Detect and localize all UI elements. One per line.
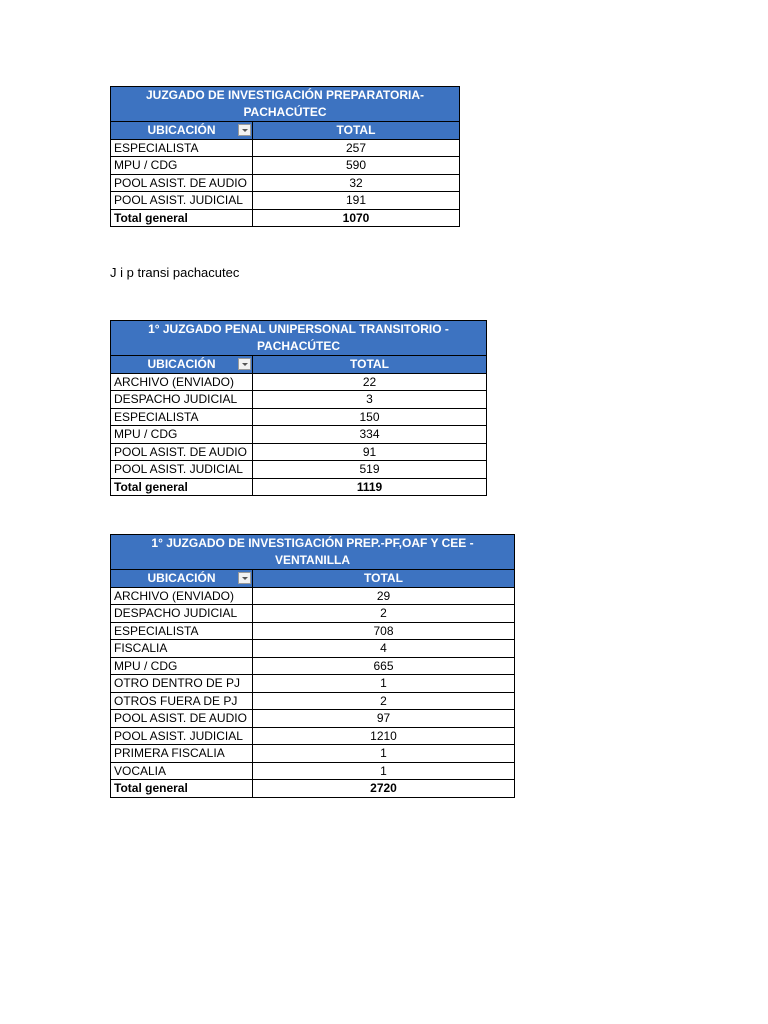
filter-dropdown-icon[interactable] [238,572,251,584]
table-row: ESPECIALISTA 150 [111,408,487,426]
column-header-total: TOTAL [253,356,487,374]
column-header-total: TOTAL [253,570,515,588]
table-juzgado-investigacion-pachacutec [110,86,460,227]
filter-dropdown-icon[interactable] [238,358,251,370]
table-row: ESPECIALISTA 708 [111,622,515,640]
table-row: POOL ASIST. DE AUDIO 91 [111,443,487,461]
table-title: JUZGADO DE INVESTIGACIÓN PREPARATORIA- PACHACÚTEC [111,87,460,122]
table-row: DESPACHO JUDICIAL 2 [111,605,515,623]
table-row: ESPECIALISTA 257 [111,139,460,157]
table-row: POOL ASIST. JUDICIAL 519 [111,461,487,479]
table-row: PRIMERA FISCALIA 1 [111,745,515,763]
table-row: OTROS FUERA DE PJ 2 [111,692,515,710]
total-row: Total general 1070 [111,209,460,227]
table-title: 1° JUZGADO DE INVESTIGACIÓN PREP.-PF,OAF Y CEE - VENTANILLA [111,535,515,570]
table-row: ARCHIVO (ENVIADO) 29 [111,587,515,605]
column-header-ubicacion[interactable]: UBICACIÓN [111,570,253,588]
column-header-ubicacion[interactable]: UBICACIÓN [111,356,253,374]
table-row: POOL ASIST. JUDICIAL 191 [111,192,460,210]
table-row: VOCALIA 1 [111,762,515,780]
table-row: OTRO DENTRO DE PJ 1 [111,675,515,693]
table-row: MPU / CDG 334 [111,426,487,444]
table-row: POOL ASIST. JUDICIAL 1210 [111,727,515,745]
table-juzgado-investigacion-ventanilla [110,534,515,798]
table-row: POOL ASIST. DE AUDIO 97 [111,710,515,728]
column-header-ubicacion[interactable]: UBICACIÓN [111,122,253,140]
column-header-total: TOTAL [253,122,460,140]
total-row: Total general 2720 [111,780,515,798]
table-row: MPU / CDG 665 [111,657,515,675]
filter-dropdown-icon[interactable] [238,124,251,136]
table-row: DESPACHO JUDICIAL 3 [111,391,487,409]
table-juzgado-penal-pachacutec [110,320,487,496]
total-row: Total general 1119 [111,478,487,496]
table-row: ARCHIVO (ENVIADO) 22 [111,373,487,391]
table-row: MPU / CDG 590 [111,157,460,175]
table-row: POOL ASIST. DE AUDIO 32 [111,174,460,192]
table-row: FISCALIA 4 [111,640,515,658]
table-title: 1° JUZGADO PENAL UNIPERSONAL TRANSITORIO - PACHACÚTEC [111,321,487,356]
note-text: J i p transi pachacutec [110,265,240,280]
